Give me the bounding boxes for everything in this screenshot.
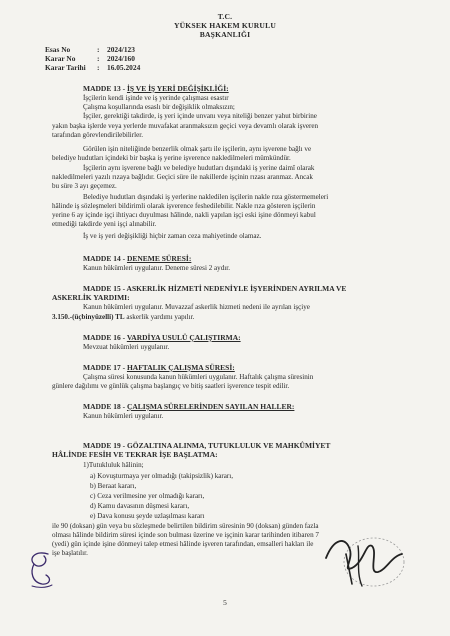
m13-line: İş ve iş yeri değişikliği hiçbir zaman ceza mahiyetinde olamaz. xyxy=(83,232,262,240)
m13-line: Görülen işin niteliğinde benzerlik olmak şartı ile işçilerin, aynı işverene bağlı ve xyxy=(83,145,312,153)
m17-title: MADDE 17 - HAFTALIK ÇALIŞMA SÜRESİ: xyxy=(83,363,235,372)
m19-list-item: a) Kovuşturmaya yer olmadığı (takipsizlik) kararı, xyxy=(90,472,234,480)
header-institution: YÜKSEK HAKEM KURULU xyxy=(173,21,277,30)
meta-tarih-value: 16.05.2024 xyxy=(107,63,141,72)
m19-list-item: d) Kamu davasının düşmesi kararı, xyxy=(90,502,190,510)
m19-line: (yedi) gün içinde işine dönmeyi talep etmesi hâlinde işveren tarafından, emsalleri hakları ile xyxy=(52,540,314,548)
m18-title: MADDE 18 - ÇALIŞMA SÜRELERİNDEN SAYILAN HALLER: xyxy=(83,402,295,411)
page-number: 5 xyxy=(223,598,227,607)
meta-esas-value: 2024/123 xyxy=(107,45,135,54)
meta-tarih-sep: : xyxy=(97,63,100,72)
m18-line: Kanun hükümleri uygulanır. xyxy=(83,412,164,420)
m16-line: Mevzuat hükümleri uygulanır. xyxy=(83,343,170,351)
m13-title: MADDE 13 - İŞ VE İŞ YERİ DEĞİŞİKLİĞİ: xyxy=(83,84,229,93)
m15-title: MADDE 15 - ASKERLİK HİZMETİ NEDENİYLE İŞYERİNDEN AYRILMA VE xyxy=(83,284,347,293)
m19-line: olması hâlinde bildirim süresi içinde son bulması üzerine ve işçinin karar tarihinden itibaren 7 xyxy=(52,531,319,539)
m13-line: İşçilerin kendi işinde ve iş yerinde çalışması esastır xyxy=(83,94,229,102)
meta-karar-label: Karar No xyxy=(45,54,76,63)
m13-line: Çalışma koşullarında esaslı bir değişiklik olmaksızın; xyxy=(83,103,235,111)
m13-line: bu süre 3 ayı geçemez. xyxy=(52,182,117,190)
m19-line: ile 90 (doksan) gün veya bu sözleşmede belirtilen bildirim süresinin 90 (doksan) günden fazla xyxy=(52,522,319,530)
m13-line: etmediği takdirde yeni işçi alınabilir. xyxy=(52,220,157,228)
m13-line: yerine 6 ay içinde işçi ihtiyacı duyulması hâlinde, nakli yapılan işçi eski işine dönmeyi kabul xyxy=(52,211,316,219)
m13-line: İşçiler, gerektiği takdirde, iş yeri içinde unvanı veya niteliği benzer yahut birbirine xyxy=(83,112,317,120)
m13-line: yakın başka işlerde veya yerlerde muvafakat aranmaksızın geçici veya devamlı olarak işveren xyxy=(52,122,319,130)
header-tc: T.C. xyxy=(217,12,233,21)
m13-line: İşçilerin aynı işverene bağlı ve belediye hudutları dışındaki iş yerine daimî olarak xyxy=(83,164,315,172)
m14-title: MADDE 14 - DENEME SÜRESİ: xyxy=(83,254,192,263)
m19-line: işe başlatılır. xyxy=(52,549,88,557)
initials-signature-left xyxy=(22,548,62,590)
m15-title-cont: ASKERLİK YARDIMI: xyxy=(52,293,130,302)
m19-title-cont: HÂLİNDE FESİH VE TEKRAR İŞE BAŞLATMA: xyxy=(52,450,218,459)
m16-title: MADDE 16 - VARDİYA USULÜ ÇALIŞTIRMA: xyxy=(83,333,241,342)
m13-line: belediye hudutları içindeki bir başka iş yerine işverence nakledilmeleri mümkündür. xyxy=(52,154,291,162)
meta-esas-sep: : xyxy=(97,45,100,54)
m19-line: 1)Tutukluluk hâlinin; xyxy=(83,461,144,469)
m19-list-item: e) Dava konusu şeyde uzlaşılması kararı xyxy=(90,512,205,520)
m19-list-item: c) Ceza verilmesine yer olmadığı kararı, xyxy=(90,492,205,500)
signature-stamp-right xyxy=(312,528,412,592)
m13-line: nakledilmeleri yazılı rızaya bağlıdır. Geçici süre ile nakillerde işçinin rızası aranmaz. Ancak xyxy=(52,173,313,181)
header-department: BAŞKANLIĞI xyxy=(199,30,251,39)
meta-esas-label: Esas No xyxy=(45,45,71,54)
meta-tarih-label: Karar Tarihi xyxy=(45,63,86,72)
m19-list-item: b) Beraat kararı, xyxy=(90,482,137,490)
m19-title: MADDE 19 - GÖZALTINA ALINMA, TUTUKLULUK VE MAHKÛMİYET xyxy=(83,441,331,450)
meta-karar-value: 2024/160 xyxy=(107,54,135,63)
m13-line: tarafından görevlendirilebilirler. xyxy=(52,131,143,139)
m13-line: Belediye hudutları dışındaki iş yerlerine nakledilen işçilerin nakle rıza göstermemeleri xyxy=(83,193,329,201)
meta-karar-sep: : xyxy=(97,54,100,63)
m17-line: Çalışma süresi konusunda kanun hükümleri uygulanır. Haftalık çalışma süresinin xyxy=(83,373,314,381)
m14-line: Kanun hükümleri uygulanır. Deneme süresi 2 aydır. xyxy=(83,264,230,272)
m15-line: Kanun hükümleri uygulanır. Muvazzaf askerlik hizmeti nedeni ile ayrılan işçiye xyxy=(83,303,310,311)
m13-line: hâlinde iş sözleşmeleri bildirimli olarak işverence feshedilebilir. Nakle rıza gösteren işçilerin xyxy=(52,202,316,210)
m17-line: günlere dağılımı ve günlük çalışma başlangıç ve bitiş saatleri işverence tespit edilir. xyxy=(52,382,290,390)
m15-line: 3.150.-(üçbinyüzelli) TL askerlik yardımı yapılır. xyxy=(52,313,195,321)
